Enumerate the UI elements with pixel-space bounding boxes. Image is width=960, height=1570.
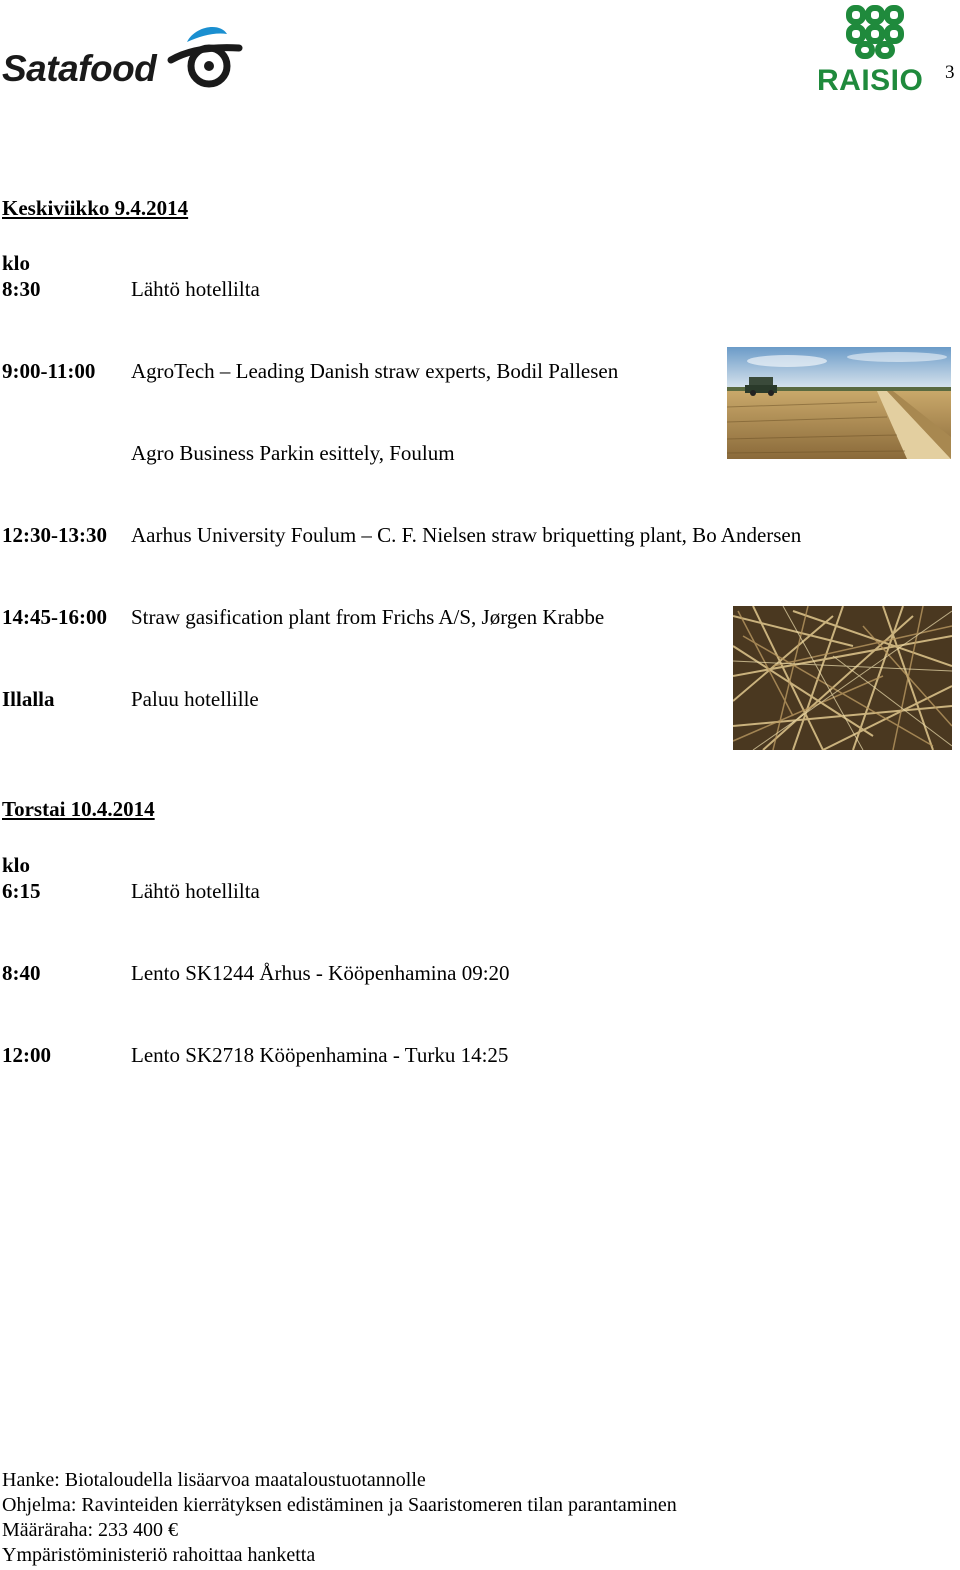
day1-row-text: Aarhus University Foulum – C. F. Nielsen straw briquetting plant, Bo Andersen [131, 523, 802, 547]
satafood-logo [2, 22, 247, 92]
day1-row-time: 9:00-11:00 [2, 359, 96, 383]
day1-row-text: Paluu hotellille [131, 687, 259, 711]
day1-row-time: 8:30 [2, 277, 41, 301]
satafood-emblem-icon [165, 22, 245, 90]
day1-row-text: Lähtö hotellilta [131, 277, 260, 301]
satafood-logo-text: Satafood [2, 48, 157, 89]
day1-row-time: 14:45-16:00 [2, 605, 107, 629]
day2-row-text: Lento SK2718 Kööpenhamina - Turku 14:25 [131, 1043, 509, 1067]
day2-row-text: Lento SK1244 Århus - Kööpenhamina 09:20 [131, 961, 510, 985]
straw-closeup-photo [733, 606, 952, 750]
day1-row-time: 12:30-13:30 [2, 523, 107, 547]
day1-row-text: AgroTech – Leading Danish straw experts, Bodil Pallesen [131, 359, 619, 383]
day2-row-time: 8:40 [2, 961, 41, 985]
day1-title: Keskiviikko 9.4.2014 [2, 196, 189, 220]
day1-row-text: Agro Business Parkin esittely, Foulum [131, 441, 455, 465]
day2-title: Torstai 10.4.2014 [2, 797, 155, 821]
page-number: 3 [945, 62, 955, 83]
raisio-logo-text: RAISIO [817, 64, 924, 97]
raisio-emblem-icon [845, 4, 905, 60]
day2-row-time: 6:15 [2, 879, 41, 903]
footer-programme: Ohjelma: Ravinteiden kierrätyksen edistäminen ja Saaristomeren tilan parantaminen [2, 1494, 677, 1516]
day2-row-text: Lähtö hotellilta [131, 879, 260, 903]
day2-klo-label: klo [2, 853, 31, 877]
day1-klo-label: klo [2, 251, 31, 275]
footer-funder: Ympäristöministeriö rahoittaa hanketta [2, 1544, 316, 1566]
raisio-logo [815, 4, 933, 96]
day2-row-time: 12:00 [2, 1043, 51, 1067]
wheat-field-photo [727, 347, 951, 459]
footer-budget: Määräraha: 233 400 € [2, 1519, 179, 1541]
day1-row-time: Illalla [2, 687, 55, 711]
footer-project: Hanke: Biotaloudella lisäarvoa maataloustuotannolle [2, 1469, 426, 1491]
day1-row-text: Straw gasification plant from Frichs A/S, Jørgen Krabbe [131, 605, 605, 629]
